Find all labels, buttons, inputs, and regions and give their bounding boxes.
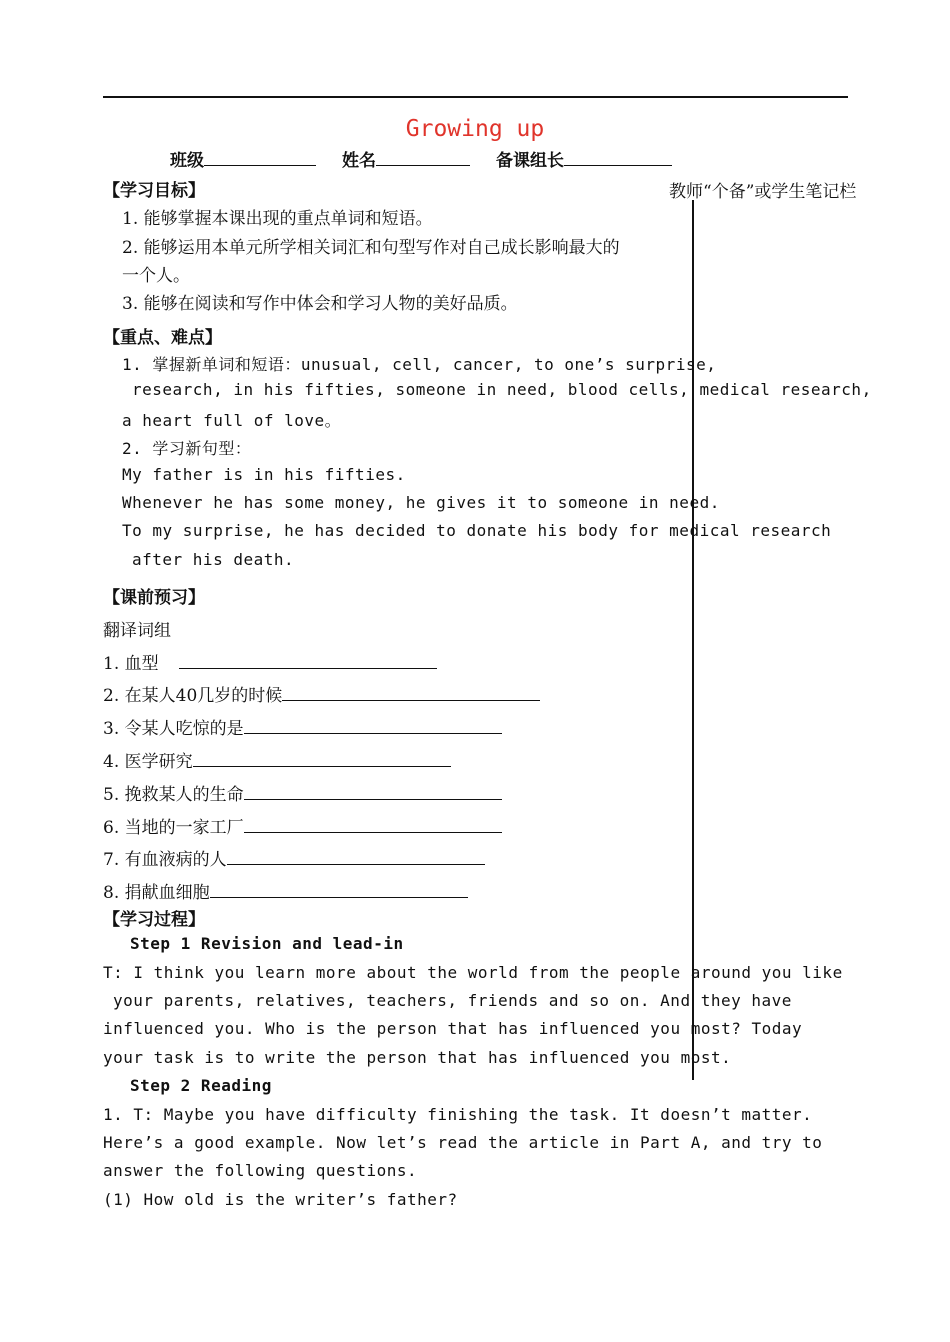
- keypoints-line-2: research, in his fifties, someone in need, blood cells, medical research,: [132, 380, 872, 399]
- keypoints-line-7: To my surprise, he has decided to donate his body for medical research: [122, 521, 832, 540]
- process-heading: 【学习过程】: [103, 910, 205, 930]
- step-2-title: Step 2 Reading: [130, 1076, 272, 1095]
- answer-blank[interactable]: [244, 783, 502, 800]
- keypoints-line-5: My father is in his fifties.: [122, 465, 406, 484]
- group-blank[interactable]: [564, 149, 672, 166]
- step-2-line-2: Here’s a good example. Now let’s read the article in Part A, and try to: [103, 1133, 823, 1152]
- answer-blank[interactable]: [210, 881, 468, 898]
- group-label: 备课组长: [496, 151, 564, 171]
- step-2-line-4: (1) How old is the writer’s father?: [103, 1190, 458, 1209]
- name-blank[interactable]: [376, 149, 470, 166]
- answer-blank[interactable]: [282, 684, 540, 701]
- name-label: 姓名: [342, 151, 376, 171]
- step-2-line-3: answer the following questions.: [103, 1161, 418, 1180]
- preview-subheading: 翻译词组: [103, 621, 171, 641]
- step-1-title: Step 1 Revision and lead-in: [130, 934, 404, 953]
- step-1-line-1: T: I think you learn more about the world from the people around you like: [103, 963, 843, 982]
- answer-blank[interactable]: [227, 848, 485, 865]
- preview-item-1[interactable]: 1. 血型: [103, 649, 437, 674]
- class-blank[interactable]: [204, 149, 316, 166]
- answer-blank[interactable]: [179, 652, 437, 669]
- keypoints-line-3: a heart full of love。: [122, 411, 342, 430]
- notes-column-label: 教师“个备”或学生笔记栏: [669, 182, 857, 202]
- answer-blank[interactable]: [193, 750, 451, 767]
- preview-item-6[interactable]: 6. 当地的一家工厂: [103, 813, 502, 838]
- preview-item-4[interactable]: 4. 医学研究: [103, 747, 451, 772]
- step-1-line-2: your parents, relatives, teachers, friends and so on. And they have: [113, 991, 792, 1010]
- keypoints-heading: 【重点、难点】: [103, 328, 222, 348]
- step-1-line-4: your task is to write the person that has influenced you most.: [103, 1048, 732, 1067]
- keypoints-line-8: after his death.: [132, 550, 295, 569]
- top-rule: [103, 96, 848, 98]
- objective-2b: 一个人。: [122, 266, 190, 286]
- answer-blank[interactable]: [244, 816, 502, 833]
- preview-heading: 【课前预习】: [103, 588, 205, 608]
- class-field[interactable]: [170, 146, 316, 171]
- preview-item-2[interactable]: 2. 在某人40几岁的时候: [103, 681, 540, 706]
- class-label: 班级: [170, 151, 204, 171]
- preview-item-7[interactable]: 7. 有血液病的人: [103, 845, 485, 870]
- objective-1: 1. 能够掌握本课出现的重点单词和短语。: [122, 209, 433, 229]
- name-field[interactable]: [342, 146, 470, 171]
- objectives-heading: 【学习目标】: [103, 181, 205, 201]
- objective-3: 3. 能够在阅读和写作中体会和学习人物的美好品质。: [122, 294, 518, 314]
- group-field[interactable]: [496, 146, 672, 171]
- objective-2a: 2. 能够运用本单元所学相关词汇和句型写作对自己成长影响最大的: [122, 238, 620, 258]
- answer-blank[interactable]: [244, 717, 502, 734]
- preview-item-8[interactable]: 8. 捐献血细胞: [103, 878, 468, 903]
- keypoints-line-6: Whenever he has some money, he gives it to someone in need.: [122, 493, 720, 512]
- page-title: Growing up: [405, 116, 545, 142]
- preview-item-3[interactable]: 3. 令某人吃惊的是: [103, 714, 502, 739]
- notes-divider: [692, 200, 694, 1080]
- step-1-line-3: influenced you. Who is the person that has influenced you most? Today: [103, 1019, 803, 1038]
- step-2-line-1: 1. T: Maybe you have difficulty finishing the task. It doesn’t matter.: [103, 1105, 813, 1124]
- keypoints-line-4: 2. 学习新句型：: [122, 439, 252, 458]
- preview-item-5[interactable]: 5. 挽救某人的生命: [103, 780, 502, 805]
- keypoints-line-1: 1. 掌握新单词和短语：unusual, cell, cancer, to one’s surprise,: [122, 355, 717, 374]
